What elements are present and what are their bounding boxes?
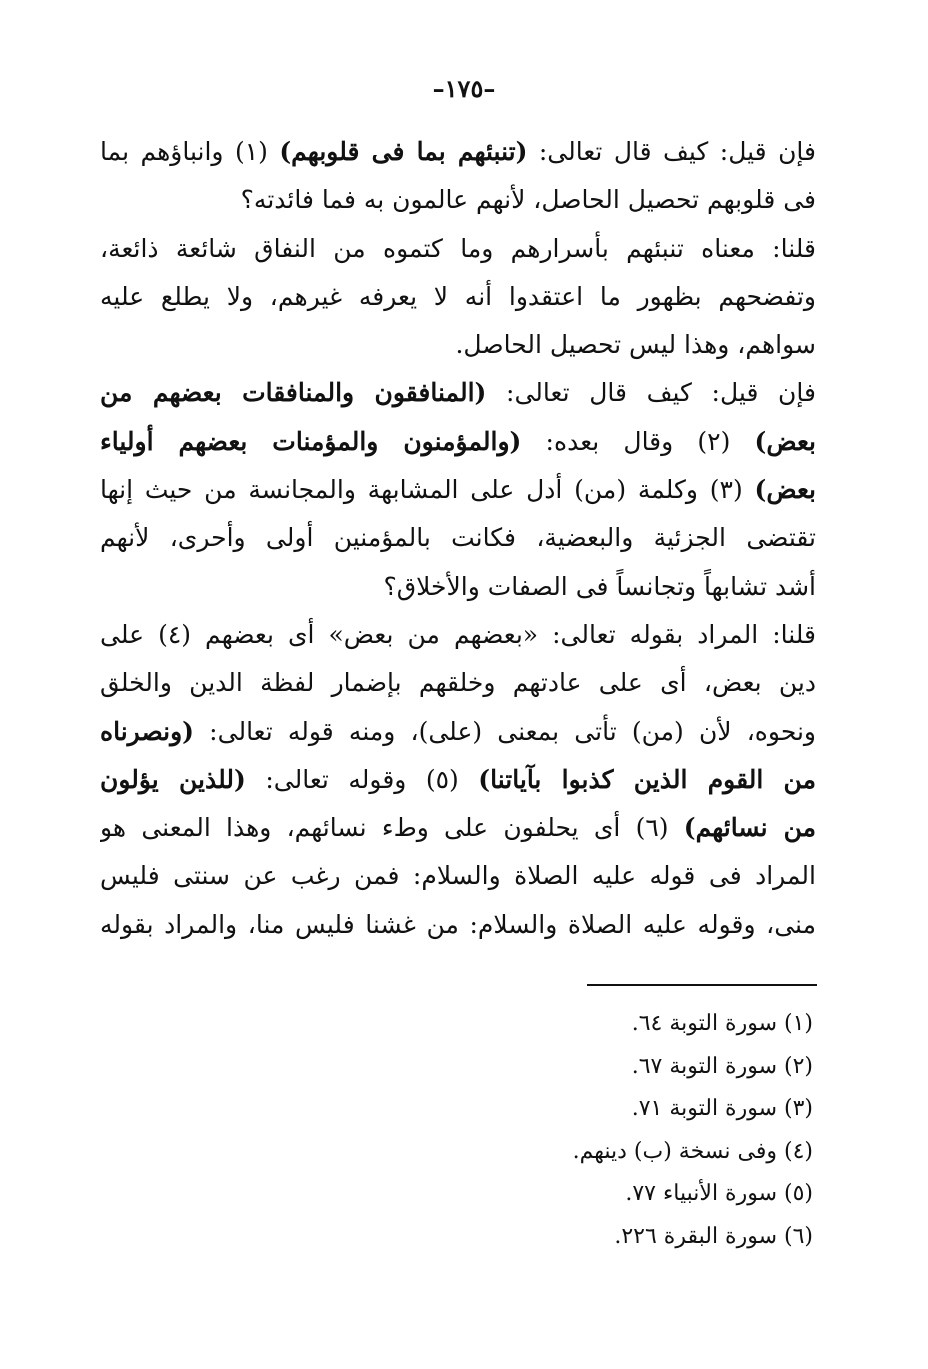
text-line: بعض) (٣) وكلمة (من) أدل على المشابهة والمجانسة من حيث إنها — [100, 475, 816, 505]
footnote-item: (٤) وفى نسخة (ب) دينهم. — [572, 1138, 813, 1164]
text-line: بعض) (٢) وقال بعده: (والمؤمنون والمؤمنات بعضهم أولياء — [100, 426, 816, 456]
text-line: المراد فى قوله عليه الصلاة والسلام: فمن رغب عن سنتى فليس — [100, 861, 816, 891]
text-line: ونحوه، لأن (من) تأتى بمعنى (على)، ومنه قوله تعالى: (ونصرناه — [100, 716, 816, 746]
text-line: وتفضحهم بظهور ما اعتقدوا أنه لا يعرفه غيرهم، ولا يطلع عليه — [100, 281, 816, 311]
footnote-item: (٣) سورة التوبة ٧١. — [631, 1096, 813, 1121]
footnote-item: (٥) سورة الأنبياء ٧٧. — [625, 1181, 813, 1206]
text-line: قلنا: المراد بقوله تعالى: «بعضهم من بعض» أى بعضهم (٤) على — [100, 619, 816, 649]
text-line: سواهم، وهذا ليس تحصيل الحاصل. — [455, 330, 816, 360]
text-line: من نسائهم) (٦) أى يحلفون على وطء نسائهم، وهذا المعنى هو — [100, 813, 816, 843]
footnote-divider — [587, 984, 817, 986]
footnote-item: (٦) سورة البقرة ٢٢٦. — [614, 1223, 813, 1249]
footnote-item: (١) سورة التوبة ٦٤. — [631, 1011, 813, 1036]
text-line: منى، وقوله عليه الصلاة والسلام: من غشنا فليس منا، والمراد بقوله — [100, 909, 816, 939]
text-line: فإن قيل: كيف قال تعالى: (تنبئهم بما فى قلوبهم) (١) وانباؤهم بما — [100, 137, 816, 166]
text-line: أشد تشابهاً وتجانساً فى الصفات والأخلاق؟ — [383, 571, 816, 601]
footnote-item: (٢) سورة التوبة ٦٧. — [631, 1053, 813, 1079]
text-line: من القوم الذين كذبوا بآياتنا) (٥) وقوله تعالى: (للذين يؤلون — [100, 764, 816, 794]
text-line: قلنا: معناه تنبئهم بأسرارهم وما كتموه من النفاق شائعة ذائعة، — [100, 233, 816, 263]
text-line: دين بعض، أى على عادتهم وخلقهم بإضمار لفظة الدين والخلق — [100, 668, 816, 698]
footnotes — [393, 1003, 813, 1258]
page-number: –١٧٥– — [432, 74, 496, 103]
text-line: فإن قيل: كيف قال تعالى: (المنافقون والمنافقات بعضهم من — [100, 378, 816, 408]
text-line: تقتضى الجزئية والبعضية، فكانت بالمؤمنين أولى وأحرى، لأنهم — [100, 523, 816, 553]
text-line: فى قلوبهم تحصيل الحاصل، لأنهم عالمون به فما فائدته؟ — [240, 185, 816, 215]
main-text — [100, 128, 816, 949]
